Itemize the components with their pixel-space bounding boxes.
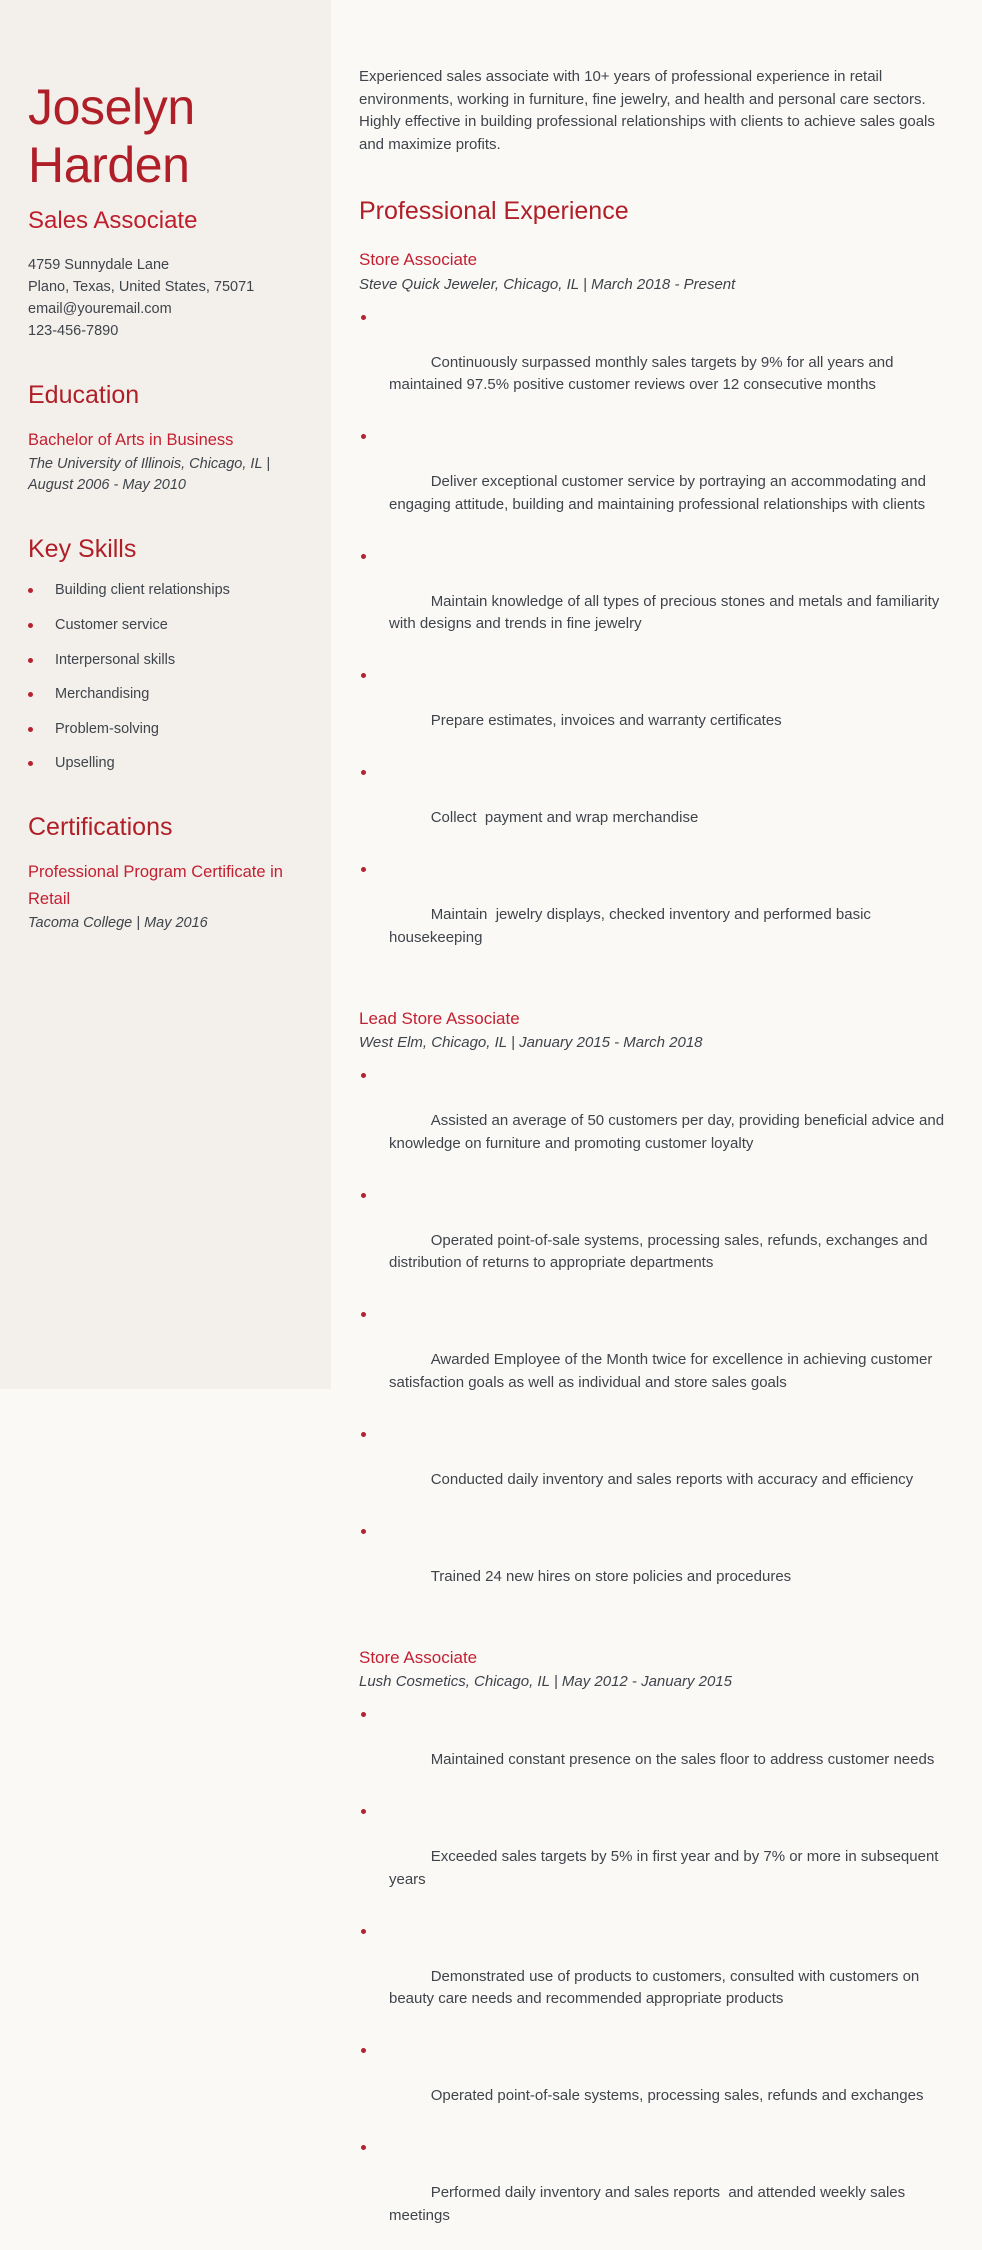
bullet-dot-icon <box>28 692 33 697</box>
section-spacer <box>359 1000 952 1007</box>
bullet-text: Performed daily inventory and sales reports and attended weekly sales meetings <box>389 2184 910 2224</box>
list-item <box>359 546 952 659</box>
experience-entry <box>359 1646 952 2250</box>
skill-label: Upselling <box>55 755 115 772</box>
education-heading: Education <box>28 381 140 410</box>
list-item <box>359 2040 952 2130</box>
job-meta: West Elm, Chicago, IL | January 2015 - March 2018 <box>359 1034 703 1052</box>
skill-label: Problem-solving <box>55 720 159 737</box>
key-skills-heading: Key Skills <box>28 535 137 564</box>
bullet-dot-icon <box>28 588 33 593</box>
list-item <box>359 1304 952 1417</box>
bullet-text: Operated point-of-sale systems, processing sales, refunds, exchanges and distribution of returns to appropriate departments <box>389 1231 932 1272</box>
job-meta: Steve Quick Jeweler, Chicago, IL | March 2018 - Present <box>359 275 736 293</box>
job-meta: Lush Cosmetics, Chicago, IL | May 2012 - January 2015 <box>359 1673 732 1691</box>
bullet-dot-icon <box>361 2145 366 2150</box>
bullet-text: Trained 24 new hires on store policies and procedures <box>430 1567 792 1585</box>
list-item <box>359 1704 952 1794</box>
list-item <box>359 1185 952 1298</box>
bullet-dot-icon <box>361 673 366 678</box>
experience-entry <box>359 1007 952 1611</box>
skill-label: Merchandising <box>55 686 150 703</box>
bullet-dot-icon <box>361 2048 366 2053</box>
bullet-text: Conducted daily inventory and sales reports with accuracy and efficiency <box>430 1470 914 1488</box>
list-item <box>359 426 952 539</box>
bullet-dot-icon <box>361 1073 366 1078</box>
contact-info-list <box>28 254 303 342</box>
last-name: Harden <box>28 137 190 193</box>
job-bullet-list <box>359 1704 952 2250</box>
list-item <box>359 665 952 755</box>
section-spacer <box>359 1639 952 1646</box>
education-school: The University of Illinois, Chicago, IL | <box>28 456 271 473</box>
bullet-text: Continuously surpassed monthly sales targets by 9% for all years and maintained 97.5% positive customer reviews over 12 consecutive months <box>389 353 898 394</box>
certification-entry <box>28 859 303 934</box>
job-title: Store Associate <box>359 1647 478 1667</box>
candidate-job-title: Sales Associate <box>28 207 198 234</box>
job-title: Lead Store Associate <box>359 1008 520 1028</box>
bullet-dot-icon <box>361 1809 366 1814</box>
bullet-text: Operated point-of-sale systems, processing sales, refunds and exchanges <box>430 2087 924 2105</box>
bullet-dot-icon <box>361 1312 366 1317</box>
first-name: Joselyn <box>28 79 195 135</box>
bullet-text: Collect payment and wrap merchandise <box>430 809 699 827</box>
professional-summary: Experienced sales associate with 10+ years of professional experience in retail environments, working in furniture, fine jewelry, and health and personal care sectors. Highly effective in building professional relationships with clients to achieve sales goals and maximize profits. <box>359 68 935 153</box>
bullet-text: Assisted an average of 50 customers per day, providing beneficial advice and knowledge on furniture and promoting customer loyalty <box>389 1112 949 1152</box>
key-skills-list <box>28 581 303 773</box>
list-item <box>359 1921 952 2034</box>
education-degree: Bachelor of Arts in Business <box>28 431 234 450</box>
list-item <box>359 1424 952 1514</box>
list-item <box>359 1065 952 1178</box>
job-bullet-list <box>359 1065 952 1611</box>
professional-experience-heading: Professional Experience <box>359 197 629 225</box>
bullet-text: Demonstrated use of products to customers, consulted with customers on beauty care needs and recommended appropriate products <box>389 1967 924 2008</box>
experience-entry <box>359 248 952 972</box>
list-item <box>359 307 952 420</box>
contact-address: 4759 Sunnydale Lane <box>28 257 170 274</box>
list-item <box>28 651 303 671</box>
job-bullet-list <box>359 307 952 972</box>
bullet-text: Maintained constant presence on the sales floor to address customer needs <box>430 1751 935 1769</box>
bullet-dot-icon <box>28 761 33 766</box>
bullet-dot-icon <box>361 434 366 439</box>
bullet-text: Deliver exceptional customer service by portraying an accommodating and engaging attitude, building and maintaining professional relationships with clients <box>389 473 931 513</box>
bullet-dot-icon <box>361 1193 366 1198</box>
certifications-heading: Certifications <box>28 812 173 841</box>
contact-city-state: Plano, Texas, United States, 75071 <box>28 279 255 296</box>
list-item <box>359 1801 952 1914</box>
contact-phone[interactable]: 123-456-7890 <box>28 323 119 340</box>
bullet-text: Maintain knowledge of all types of precious stones and metals and familiarity with designs and trends in fine jewelry <box>389 592 944 633</box>
bullet-dot-icon <box>361 867 366 872</box>
list-item <box>28 581 303 601</box>
bullet-dot-icon <box>361 1929 366 1934</box>
contact-email[interactable]: email@youremail.com <box>28 301 172 318</box>
skill-label: Building client relationships <box>55 582 230 599</box>
bullet-dot-icon <box>28 727 33 732</box>
education-entry <box>28 427 303 496</box>
skill-label: Customer service <box>55 616 168 633</box>
bullet-text: Awarded Employee of the Month twice for excellence in achieving customer satisfaction goals as well as individual and store sales goals <box>389 1351 937 1391</box>
education-dates: August 2006 - May 2010 <box>28 477 186 494</box>
bullet-dot-icon <box>28 658 33 663</box>
certification-meta: Tacoma College | May 2016 <box>28 915 208 932</box>
list-item <box>28 720 303 740</box>
bullet-text: Exceeded sales targets by 5% in first year and by 7% or more in subsequent years <box>389 1848 943 1888</box>
list-item <box>359 1521 952 1611</box>
list-item <box>28 754 303 774</box>
list-item <box>359 762 952 852</box>
bullet-text: Maintain jewelry displays, checked inventory and performed basic housekeeping <box>389 906 876 946</box>
bullet-dot-icon <box>361 1432 366 1437</box>
main-column <box>331 0 982 2224</box>
bullet-dot-icon <box>361 770 366 775</box>
bullet-dot-icon <box>361 554 366 559</box>
skill-label: Interpersonal skills <box>55 651 176 668</box>
list-item <box>359 2137 952 2250</box>
bullet-dot-icon <box>361 1529 366 1534</box>
job-title: Store Associate <box>359 250 478 269</box>
candidate-name <box>28 78 303 194</box>
bullet-dot-icon <box>361 315 366 320</box>
bullet-text: Prepare estimates, invoices and warranty certificates <box>430 712 782 730</box>
certification-title: Professional Program Certificate in Retail <box>28 862 283 908</box>
list-item <box>359 859 952 972</box>
list-item <box>28 685 303 705</box>
sidebar <box>0 0 331 1389</box>
list-item <box>28 616 303 636</box>
bullet-dot-icon <box>28 623 33 628</box>
bullet-dot-icon <box>361 1712 366 1717</box>
